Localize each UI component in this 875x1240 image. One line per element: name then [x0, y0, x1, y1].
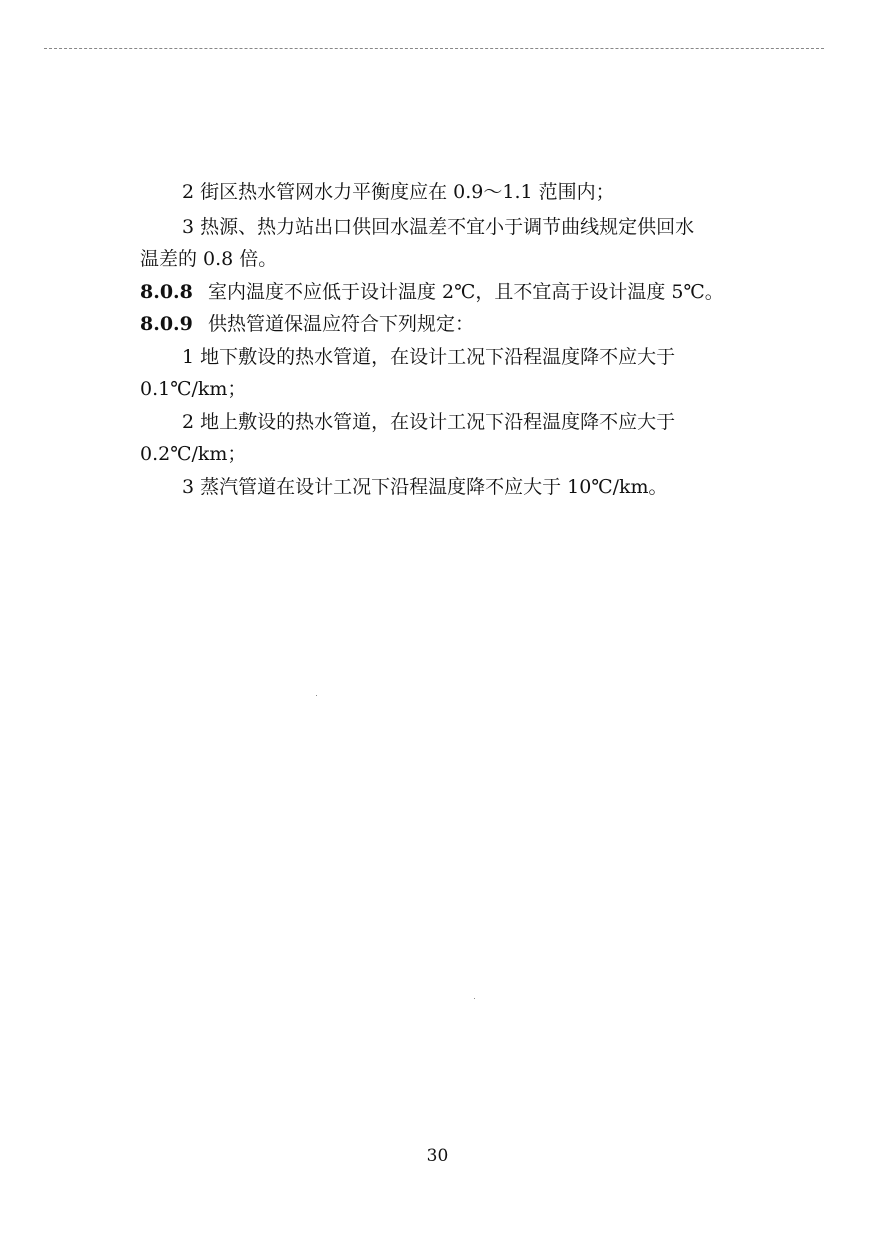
- paragraph-line: 3 蒸汽管道在设计工况下沿程温度降不应大于 10℃/km。: [182, 476, 668, 498]
- paragraph-line: 3 热源、热力站出口供回水温差不宜小于调节曲线规定供回水: [182, 216, 695, 238]
- scan-top-rule: [44, 48, 824, 49]
- paragraph-line: 0.1℃/km；: [140, 378, 247, 400]
- document-body: [140, 176, 780, 496]
- paragraph-line: 0.2℃/km；: [140, 443, 247, 465]
- clause-text: 室内温度不应低于设计温度 2℃，且不宜高于设计温度 5℃。: [208, 281, 724, 303]
- paragraph-line: 温差的 0.8 倍。: [140, 248, 278, 270]
- clause-text: 供热管道保温应符合下列规定：: [208, 313, 475, 335]
- scan-speck: [474, 998, 475, 999]
- paragraph-line: 2 街区热水管网水力平衡度应在 0.9～1.1 范围内；: [182, 181, 615, 203]
- clause-8-0-9: [140, 308, 780, 340]
- paragraph-line: 2 地上敷设的热水管道，在设计工况下沿程温度降不应大于: [182, 411, 676, 433]
- scan-speck: [316, 695, 317, 696]
- clause-number: 8.0.9: [140, 313, 193, 335]
- paragraph-line: 1 地下敷设的热水管道，在设计工况下沿程温度降不应大于: [182, 346, 676, 368]
- page-number: 30: [426, 1146, 449, 1166]
- clause-number: 8.0.8: [140, 281, 193, 303]
- clause-8-0-8: [140, 276, 780, 308]
